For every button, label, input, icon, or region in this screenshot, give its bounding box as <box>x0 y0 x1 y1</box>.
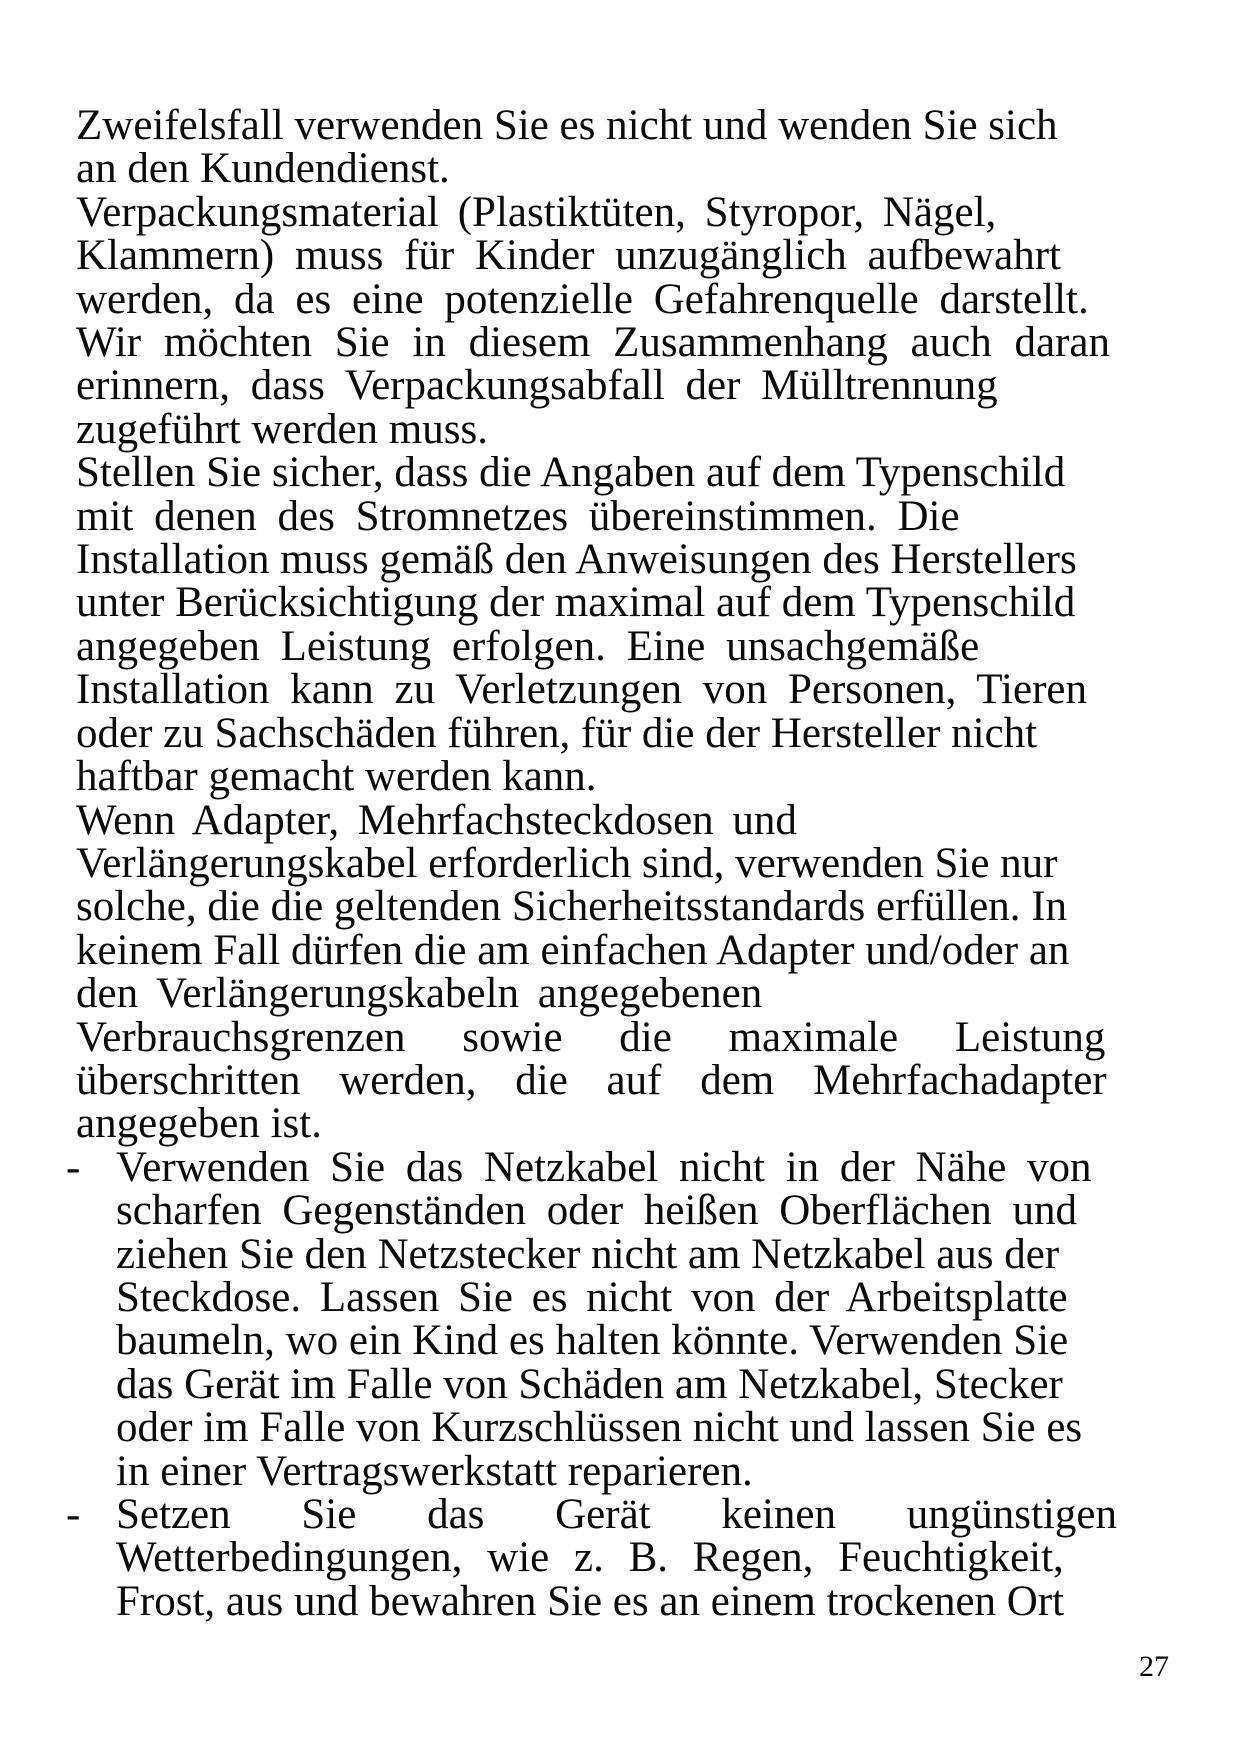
text-line: Klammern) muss für Kinder unzugänglich aufbewahrt <box>76 232 1061 280</box>
text-line: Setzen Sie das Gerät keinen ungünstigen <box>116 1491 1117 1538</box>
text-line: Steckdose. Lassen Sie es nicht von der Arbeitsplatte <box>116 1273 1068 1321</box>
text-line: Installation kann zu Verletzungen von Personen, Tieren <box>76 666 1087 714</box>
text-line: Verpackungsmaterial (Plastiktüten, Styropor, Nägel, <box>76 188 997 236</box>
text-line: Wir möchten Sie in diesem Zusammenhang auch daran <box>76 319 1110 367</box>
bullet-item-2 <box>66 1491 1186 1625</box>
text-line: Frost, aus und bewahren Sie es an einem trockenen Ort <box>116 1577 1065 1625</box>
bullet-dash: - <box>66 1491 81 1538</box>
text-line: Wetterbedingungen, wie z. B. Regen, Feuchtigkeit, <box>116 1534 1064 1582</box>
text-line: oder im Falle von Kurzschlüssen nicht und lassen Sie es <box>116 1404 1083 1452</box>
text-line: Verwenden Sie das Netzkabel nicht in der Nähe von <box>116 1143 1092 1191</box>
text-line: in einer Vertragswerkstatt reparieren. <box>116 1447 753 1495</box>
text-line: Zweifelsfall verwenden Sie es nicht und wenden Sie sich <box>76 102 1058 149</box>
text-line: haftbar gemacht werden kann. <box>76 753 597 801</box>
text-line: scharfen Gegenständen oder heißen Oberflächen und <box>116 1187 1077 1235</box>
text-line: unter Berücksichtigung der maximal auf dem Typenschild <box>76 579 1076 627</box>
text-line: Verlängerungskabel erforderlich sind, verwenden Sie nur <box>76 839 1058 887</box>
text-line: Wenn Adapter, Mehrfachsteckdosen und <box>76 796 797 844</box>
paragraph-3 <box>76 449 1186 801</box>
text-line: Installation muss gemäß den Anweisungen des Herstellers <box>76 536 1077 584</box>
text-line: werden, da es eine potenzielle Gefahrenquelle darstellt. <box>76 275 1089 323</box>
text-line: zugeführt werden muss. <box>76 405 488 453</box>
text-line: überschritten werden, die auf dem Mehrfachadapter <box>76 1056 1107 1104</box>
text-line: den Verlängerungskabeln angegebenen <box>76 970 763 1018</box>
text-line: erinnern, dass Verpackungsabfall der Mülltrennung <box>76 362 998 410</box>
page-number: 27 <box>1139 1650 1169 1683</box>
text-line: angegeben ist. <box>76 1100 322 1148</box>
paragraph-1 <box>76 104 1186 191</box>
body-text <box>66 102 1186 1625</box>
text-line: solche, die die geltenden Sicherheitsstandards erfüllen. In <box>76 883 1068 931</box>
bullet-dash: - <box>66 1143 81 1191</box>
text-line: das Gerät im Falle von Schäden am Netzkabel, Stecker <box>116 1360 1063 1408</box>
text-line: Verbrauchsgrenzen sowie die maximale Leistung <box>76 1013 1106 1061</box>
bullet-item-1 <box>66 1143 1186 1495</box>
text-line: Stellen Sie sicher, dass die Angaben auf dem Typenschild <box>76 449 1066 497</box>
text-line: mit denen des Stromnetzes übereinstimmen. Die <box>76 492 960 540</box>
paragraph-4 <box>76 796 1186 1148</box>
text-line: oder zu Sachschäden führen, für die der Hersteller nicht <box>76 709 1038 757</box>
text-line: keinem Fall dürfen die am einfachen Adapter und/oder an <box>76 926 1070 974</box>
text-line: ziehen Sie den Netzstecker nicht am Netzkabel aus der <box>116 1230 1060 1278</box>
paragraph-2 <box>76 188 1186 453</box>
text-line: angegeben Leistung erfolgen. Eine unsachgemäße <box>76 622 980 670</box>
text-line: an den Kundendienst. <box>76 145 450 193</box>
text-line: baumeln, wo ein Kind es halten könnte. Verwenden Sie <box>116 1317 1069 1365</box>
